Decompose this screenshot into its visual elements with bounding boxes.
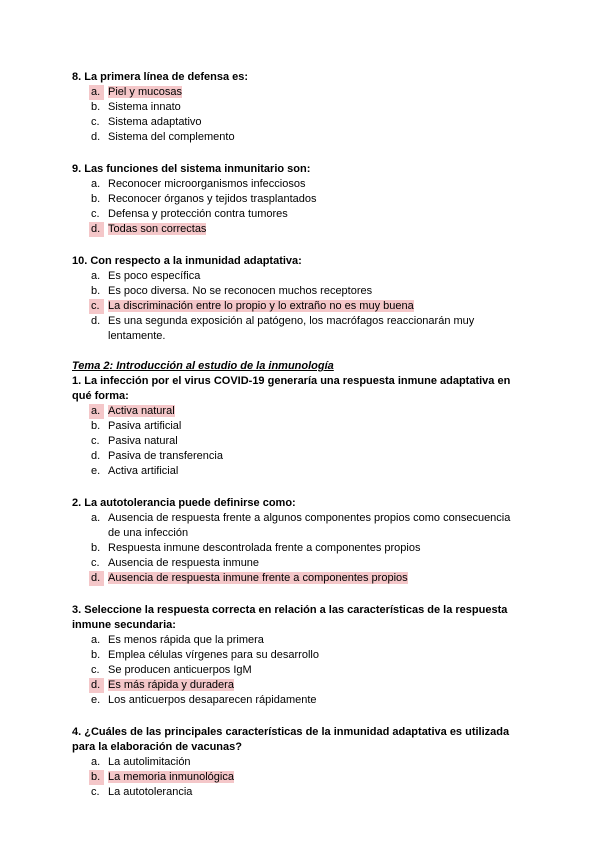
option-text: Es poco diversa. No se reconocen muchos receptores	[108, 285, 373, 297]
options-list	[72, 269, 522, 344]
options-list	[72, 404, 522, 479]
answer-option-correct	[72, 678, 522, 693]
option-letter: b.	[91, 193, 101, 205]
question-block	[72, 162, 522, 237]
answer-option	[72, 785, 522, 800]
option-letter: c.	[91, 435, 100, 447]
option-text: Es poco específica	[108, 270, 201, 282]
options-list	[72, 85, 522, 145]
answer-option-correct	[72, 222, 522, 237]
question-block	[72, 254, 522, 344]
option-text: Pasiva natural	[108, 435, 178, 447]
answer-option	[72, 207, 522, 222]
option-letter: a.	[91, 512, 101, 524]
answer-option	[72, 284, 522, 299]
option-text: Es menos rápida que la primera	[108, 634, 264, 646]
option-letter: a.	[91, 756, 101, 768]
question-title: 8. La primera línea de defensa es:	[72, 71, 249, 83]
option-letter: d.	[89, 678, 104, 693]
option-text: Es más rápida y duradera	[108, 679, 234, 691]
option-text: Respuesta inmune descontrolada frente a componentes propios	[108, 542, 421, 554]
option-text: Sistema del complemento	[108, 131, 235, 143]
option-letter: c.	[91, 664, 100, 676]
answer-option	[72, 115, 522, 130]
answer-option	[72, 130, 522, 145]
option-letter: a.	[91, 634, 101, 646]
option-text: Defensa y protección contra tumores	[108, 208, 288, 220]
question-title: 4. ¿Cuáles de las principales características de la inmunidad adaptativa es utilizada para la elaboración de vacunas?	[72, 726, 510, 753]
option-letter: a.	[89, 404, 104, 419]
option-text: Es una segunda exposición al patógeno, los macrófagos reaccionarán muy lentamente.	[108, 315, 475, 342]
options-list	[72, 755, 522, 800]
question-title: 10. Con respecto a la inmunidad adaptativa:	[72, 255, 302, 267]
question-block	[72, 725, 522, 800]
answer-option-correct	[72, 571, 522, 586]
answer-option	[72, 648, 522, 663]
option-text: Activa natural	[108, 405, 175, 417]
option-letter: e.	[91, 694, 101, 706]
answer-option-correct	[72, 299, 522, 314]
option-text: La discriminación entre lo propio y lo extraño no es muy buena	[108, 300, 414, 312]
answer-option	[72, 541, 522, 556]
option-text: La memoria inmunológica	[108, 771, 234, 783]
option-letter: a.	[91, 270, 101, 282]
option-text: Ausencia de respuesta inmune	[108, 557, 260, 569]
option-text: Los anticuerpos desaparecen rápidamente	[108, 694, 317, 706]
option-text: La autotolerancia	[108, 786, 193, 798]
options-list	[72, 177, 522, 237]
option-letter: b.	[91, 101, 101, 113]
option-letter: c.	[91, 116, 100, 128]
option-text: Sistema adaptativo	[108, 116, 202, 128]
questions-part-2	[72, 374, 522, 800]
question-title: 1. La infección por el virus COVID-19 generaría una respuesta inmune adaptativa en qué forma:	[72, 375, 511, 402]
answer-option	[72, 434, 522, 449]
answer-option	[72, 177, 522, 192]
question-block	[72, 70, 522, 145]
option-text: Sistema innato	[108, 101, 181, 113]
question-title: 9. Las funciones del sistema inmunitario son:	[72, 163, 311, 175]
option-text: Pasiva de transferencia	[108, 450, 223, 462]
question-block	[72, 374, 522, 479]
options-list	[72, 633, 522, 708]
option-letter: b.	[91, 542, 101, 554]
option-text: Activa artificial	[108, 465, 179, 477]
question-title: 2. La autotolerancia puede definirse como:	[72, 497, 296, 509]
answer-option	[72, 693, 522, 708]
option-text: Ausencia de respuesta inmune frente a componentes propios	[108, 572, 408, 584]
answer-option-correct	[72, 404, 522, 419]
option-text: La autolimitación	[108, 756, 191, 768]
option-letter: d.	[89, 222, 104, 237]
answer-option	[72, 100, 522, 115]
question-block	[72, 603, 522, 708]
question-block	[72, 496, 522, 586]
option-letter: c.	[91, 557, 100, 569]
option-letter: a.	[91, 178, 101, 190]
option-text: Se producen anticuerpos IgM	[108, 664, 252, 676]
option-letter: b.	[91, 285, 101, 297]
option-letter: d.	[89, 571, 104, 586]
answer-option	[72, 419, 522, 434]
option-text: Reconocer órganos y tejidos trasplantados	[108, 193, 317, 205]
option-letter: a.	[89, 85, 104, 100]
questions-part-1	[72, 70, 522, 344]
option-letter: c.	[89, 299, 104, 314]
answer-option-correct	[72, 85, 522, 100]
question-title: 3. Seleccione la respuesta correcta en relación a las características de la respuesta inmune secundaria:	[72, 604, 508, 631]
option-text: Ausencia de respuesta frente a algunos componentes propios como consecuencia de una infección	[108, 512, 511, 539]
section-title: Tema 2: Introducción al estudio de la inmunología	[72, 360, 334, 372]
option-letter: b.	[91, 649, 101, 661]
answer-option	[72, 192, 522, 207]
option-letter: b.	[89, 770, 104, 785]
option-letter: c.	[91, 786, 100, 798]
answer-option	[72, 464, 522, 479]
option-text: Reconocer microorganismos infecciosos	[108, 178, 306, 190]
option-text: Todas son correctas	[108, 223, 207, 235]
document-page	[72, 70, 522, 817]
answer-option	[72, 556, 522, 571]
option-text: Emplea células vírgenes para su desarrollo	[108, 649, 319, 661]
answer-option	[72, 449, 522, 464]
answer-option	[72, 755, 522, 770]
option-text: Piel y mucosas	[108, 86, 182, 98]
answer-option	[72, 511, 522, 541]
option-letter: e.	[91, 465, 101, 477]
answer-option	[72, 633, 522, 648]
option-letter: c.	[91, 208, 100, 220]
option-text: Pasiva artificial	[108, 420, 182, 432]
option-letter: b.	[91, 420, 101, 432]
answer-option	[72, 663, 522, 678]
options-list	[72, 511, 522, 586]
option-letter: d.	[91, 315, 101, 327]
option-letter: d.	[91, 450, 101, 462]
option-letter: d.	[91, 131, 101, 143]
answer-option	[72, 269, 522, 284]
answer-option	[72, 314, 522, 344]
answer-option-correct	[72, 770, 522, 785]
